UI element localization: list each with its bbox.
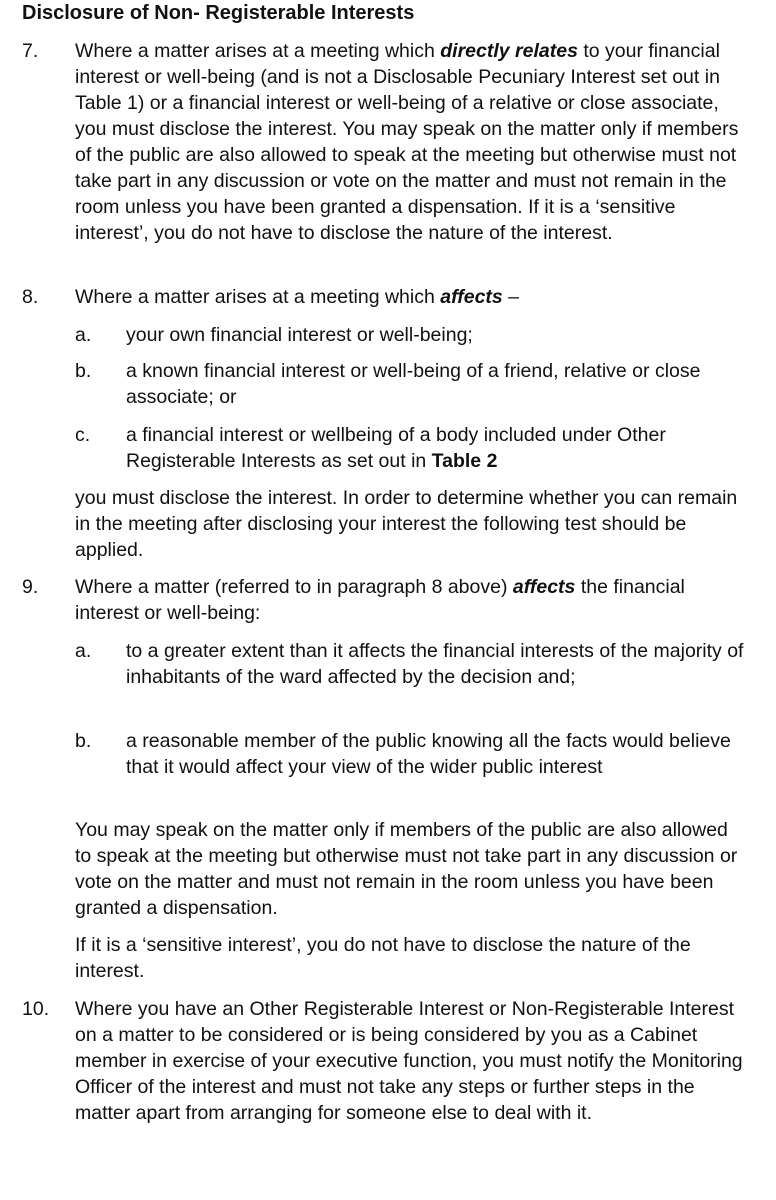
- paragraph-8-text: [75, 284, 747, 310]
- paragraph-9-item-a-text: to a greater extent than it affects the financial interests of the majority of inhabitants of the ward affected by the decision and;: [126, 640, 744, 688]
- paragraph-9-emphasis: affects: [512, 576, 576, 598]
- paragraph-9-text: [75, 574, 747, 626]
- paragraph-9-number: 9.: [22, 576, 39, 598]
- paragraph-8-lead: Where a matter arises at a meeting which: [75, 286, 441, 308]
- paragraph-7-rest: to your financial interest or well-being (and is not a Disclosable Pecuniary Interest set out in Table 1) or a financial interest or well-being of a relative or close associate, you must disclose the interest. You may speak on the matter only if members of the public are also allowed to speak at the meeting but otherwise must not take part in any discussion or vote on the matter and must not remain in the room unless you have been granted a dispensation. If it is a ‘sensitive interest’, you do not have to disclose the nature of the interest.: [75, 40, 739, 244]
- paragraph-8-rest: –: [502, 286, 520, 308]
- paragraph-8-follow: you must disclose the interest. In order to determine whether you can remain in the meeting after disclosing your interest the following test should be applied.: [75, 487, 738, 561]
- paragraph-7-emphasis: directly relates: [440, 40, 578, 62]
- paragraph-8-number: 8.: [22, 286, 39, 308]
- paragraph-8-item-c-body: a financial interest or wellbeing of a body included under Other Registerable Interests as set out in: [126, 424, 666, 472]
- paragraph-8-item-a-letter: a.: [75, 324, 92, 346]
- paragraph-8-item-b-text: a known financial interest or well-being of a friend, relative or close associate; or: [126, 360, 701, 408]
- paragraph-10-number: 10.: [22, 998, 50, 1020]
- paragraph-8-emphasis: affects: [440, 286, 503, 308]
- paragraph-10-text: Where you have an Other Registerable Interest or Non-Registerable Interest on a matter to be considered or is being considered by you as a Cabinet member in exercise of your executive function, you must notify the Monitoring Officer of the interest and must not take any steps or further steps in the matter apart from arranging for someone else to deal with it.: [75, 998, 743, 1124]
- paragraph-9-item-b-text: a reasonable member of the public knowing all the facts would believe that it would affect your view of the wider public interest: [126, 730, 731, 778]
- paragraph-9-follow-2: If it is a ‘sensitive interest’, you do not have to disclose the nature of the interest.: [75, 934, 691, 982]
- paragraph-9-follow-1: You may speak on the matter only if members of the public are also allowed to speak at the meeting but otherwise must not take part in any discussion or vote on the matter and must not remain in the room unless you have been granted a dispensation.: [75, 819, 738, 919]
- paragraph-8-item-b-letter: b.: [75, 360, 92, 382]
- paragraph-7-lead: Where a matter arises at a meeting which: [75, 40, 441, 62]
- paragraph-9-item-b-letter: b.: [75, 730, 92, 752]
- paragraph-9-rest: the financial interest or well-being:: [75, 576, 685, 624]
- paragraph-8-item-c-letter: c.: [75, 424, 91, 446]
- paragraph-9-item-a-letter: a.: [75, 640, 92, 662]
- table-2-reference: Table 2: [431, 450, 498, 472]
- paragraph-8-item-c-text: [126, 422, 748, 474]
- paragraph-8-item-a-text: your own financial interest or well-being;: [126, 324, 473, 346]
- paragraph-9-lead: Where a matter (referred to in paragraph 8 above): [75, 576, 513, 598]
- section-heading: Disclosure of Non- Registerable Interests: [22, 2, 415, 24]
- paragraph-7-text: [75, 38, 747, 246]
- paragraph-7-number: 7.: [22, 40, 39, 62]
